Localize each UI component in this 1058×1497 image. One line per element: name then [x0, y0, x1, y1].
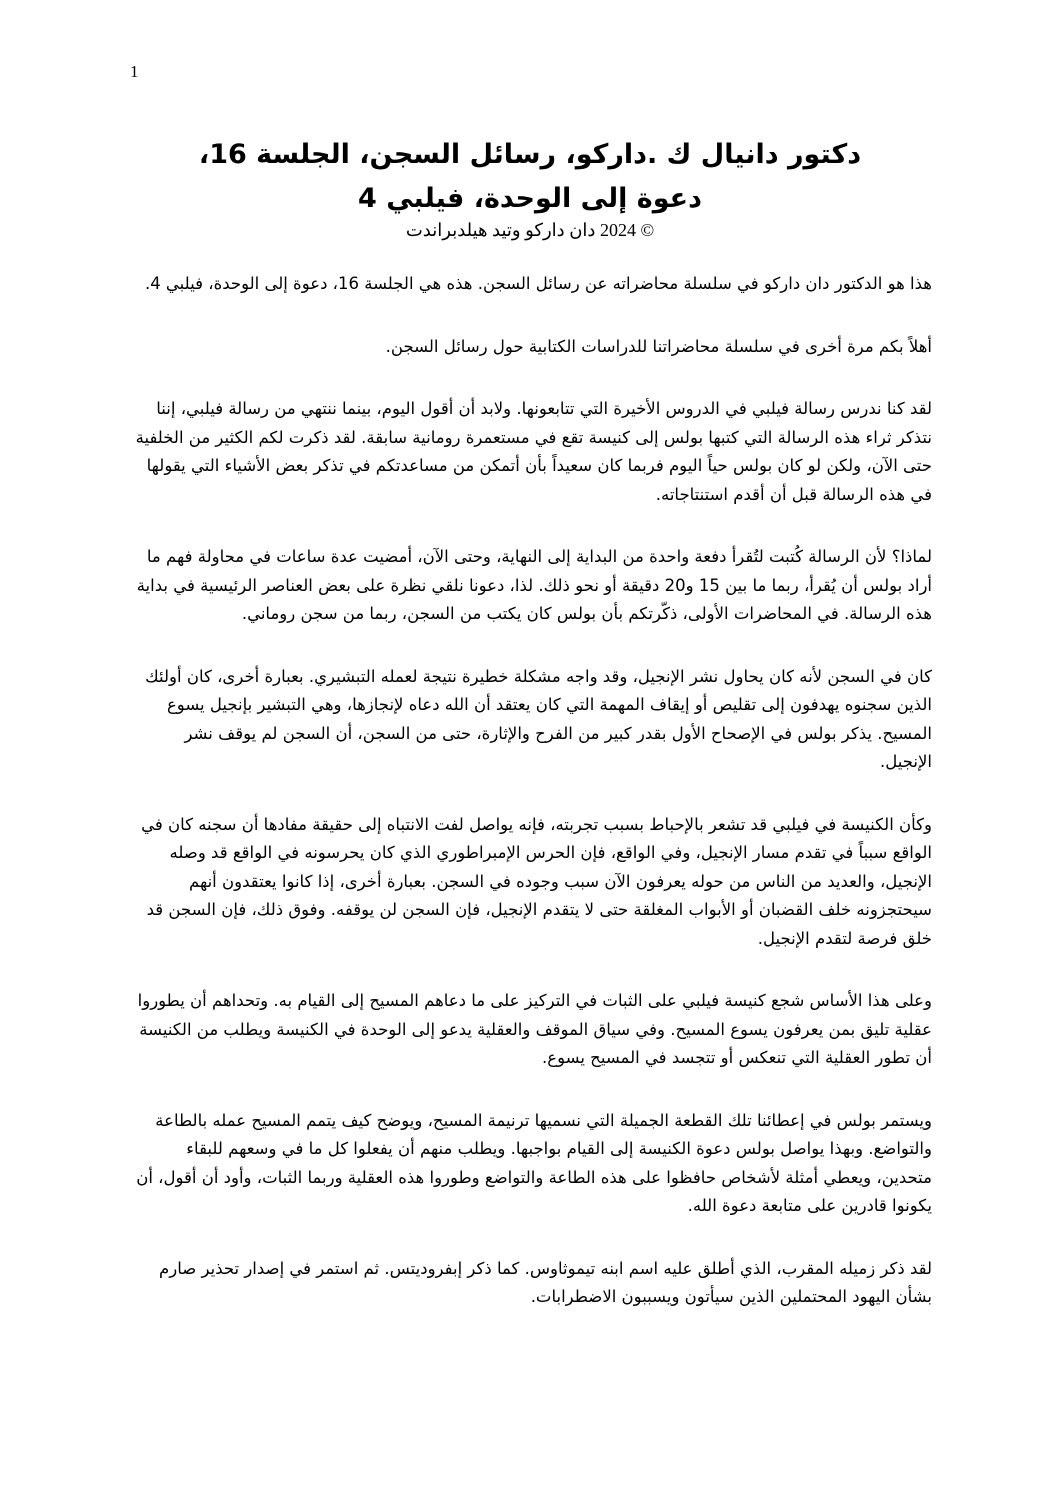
- paragraph-5: كان في السجن لأنه كان يحاول نشر الإنجيل، وقد واجه مشكلة خطيرة نتيجة لعمله التبشيري. بعبارة أخرى، كان أولئك الذين سجنوه يهدفون إلى تقليص أو إيقاف المهمة التي كان يعتقد أن الله دعاه لإنجازها، وهي التبشير بإنجيل يسوع المسيح. يذكر بولس في الإصحاح الأول بقدر كبير من الفرح والإثارة، حتى من السجن، أن السجن لم يوقف نشر الإنجيل.: [145, 666, 932, 771]
- document-body: [128, 270, 932, 1346]
- title-line-1: دكتور دانيال ك .داركو، رسائل السجن، الجلسة 16،: [198, 139, 862, 170]
- paragraph-7: وعلى هذا الأساس شجع كنيسة فيلبي على الثبات في التركيز على ما دعاهم المسيح إلى القيام به. وتحداهم أن يطوروا عقلية تليق بمن يعرفون يسوع المسيح. وفي سياق الموقف والعقلية يدعو إلى الوحدة في الكنيسة ويطلب من الكنيسة أن تطور العقلية التي تنعكس أو تتجسد في المسيح يسوع.: [137, 991, 932, 1067]
- paragraph-4: لماذا؟ لأن الرسالة كُتبت لتُقرأ دفعة واحدة من البداية إلى النهاية، وحتى الآن، أمضيت عدة ساعات في محاولة فهم ما أراد بولس أن يُقرأ، ربما ما بين 15 و20 دقيقة أو نحو ذلك. لذا، دعونا نلقي نظرة على بعض العناصر الرئيسية في بداية هذه الرسالة. في المحاضرات الأولى، ذكّرتكم بأن بولس كان يكتب من السجن، ربما من سجن روماني.: [136, 547, 932, 623]
- paragraph-2: أهلاً بكم مرة أخرى في سلسلة محاضراتنا للدراسات الكتابية حول رسائل السجن.: [385, 336, 932, 356]
- paragraph-8: ويستمر بولس في إعطائنا تلك القطعة الجميلة التي نسميها ترنيمة المسيح، ويوضح كيف يتمم المسيح عمله بالطاعة والتواضع. وبهذا يواصل بولس دعوة الكنيسة إلى القيام بواجبها. ويطلب منهم أن يفعلوا كل ما في وسعهم للبقاء متحدين، ويعطي أمثلة لأشخاص حافظوا على هذه الطاعة والتواضع وطوروا هذه العقلية وربما الثبات، وأود أن أقول، أن يكونوا قادرين على متابعة دعوة الله.: [136, 1110, 932, 1215]
- title-line-2: دعوة إلى الوحدة، فيلبي 4: [358, 183, 702, 214]
- paragraph-6: وكأن الكنيسة في فيلبي قد تشعر بالإحباط بسبب تجربته، فإنه يواصل لفت الانتباه إلى حقيقة مفادها أن سجنه كان في الواقع سبباً في تقدم مسار الإنجيل، وفي الواقع، فإن الحرس الإمبراطوري الذي كان يحرسونه في الواقع قد وصله الإنجيل، والعديد من الناس من حوله يعرفون الآن سبب وجوده في السجن. بعبارة أخرى، إذا كانوا يعتقدون أنهم سيحتجزونه خلف القضبان أو الأبواب المغلقة حتى لا يتقدم الإنجيل، فإن السجن لن يوقفه. وفوق ذلك، فإن السجن قد خلق فرصة لتقدم الإنجيل.: [141, 814, 932, 948]
- copyright-line: © 2024 دان داركو وتيد هيلدبراندت: [405, 220, 655, 240]
- page-number: 1: [130, 62, 139, 81]
- document-header: [110, 133, 950, 243]
- paragraph-3: لقد كنا ندرس رسالة فيلبي في الدروس الأخيرة التي تتابعونها. ولابد أن أقول اليوم، بينما ننتهي من رسالة فيلبي، إننا نتذكر ثراء هذه الرسالة التي كتبها بولس إلى كنيسة تقع في مستعمرة رومانية سابقة. لقد ذكرت لكم الكثير من الخلفية حتى الآن، ولكن لو كان بولس حياً اليوم فربما كان سعيداً بأن أتمكن من مساعدتكم في تذكر بعض الأشياء التي يقولها في هذه الرسالة قبل أن أقدم استنتاجاته.: [135, 399, 932, 504]
- paragraph-1: هذا هو الدكتور دان داركو في سلسلة محاضراته عن رسائل السجن. هذه هي الجلسة 16، دعوة إلى الوحدة، فيلبي 4.: [144, 274, 932, 293]
- paragraph-9: لقد ذكر زميله المقرب، الذي أطلق عليه اسم ابنه تيموثاوس. كما ذكر إبفروديتس. ثم استمر في إصدار تحذير صارم بشأن اليهود المحتملين الذين سيأتون ويسببون الاضطرابات.: [159, 1258, 932, 1306]
